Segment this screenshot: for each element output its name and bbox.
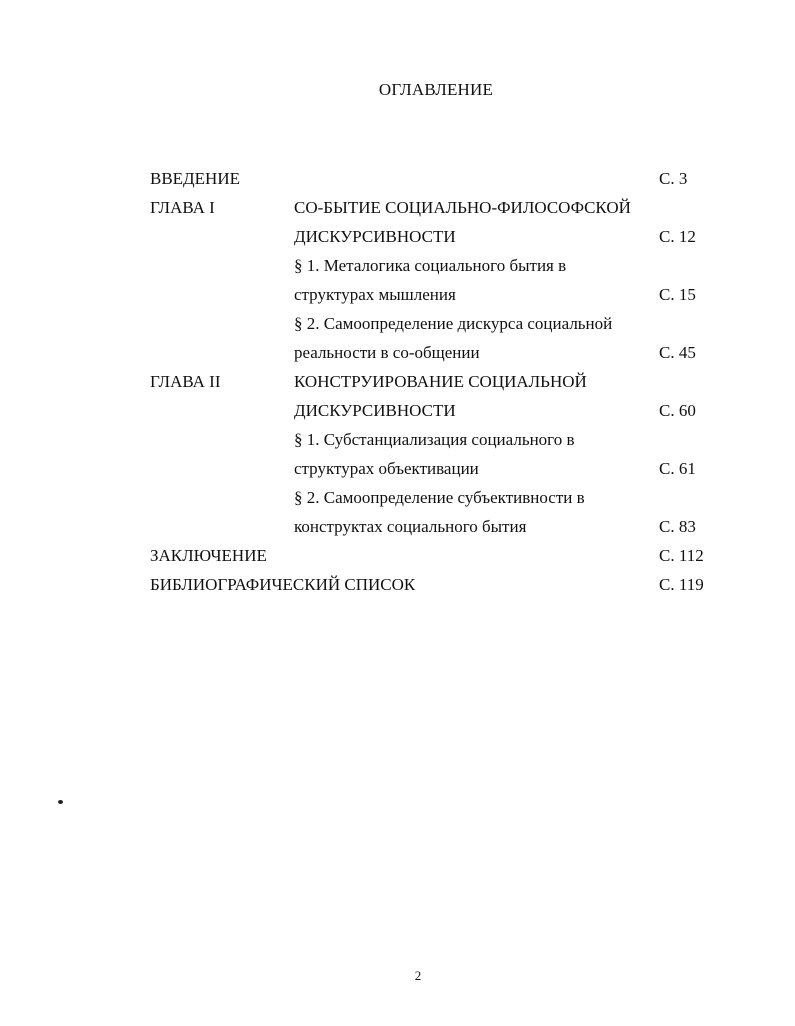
toc-row <box>150 454 720 483</box>
toc-page-ref: С. 112 <box>659 546 704 565</box>
toc-row <box>150 396 720 425</box>
toc-entry-title: структурах мышления <box>294 285 456 304</box>
toc-entry-title: СО-БЫТИЕ СОЦИАЛЬНО-ФИЛОСОФСКОЙ <box>294 198 631 217</box>
toc-page-ref: С. 3 <box>659 169 688 188</box>
toc-row <box>150 222 720 251</box>
toc-page-ref: С. 83 <box>659 517 696 536</box>
toc-row <box>150 425 720 454</box>
toc-row <box>150 251 720 280</box>
toc-page-ref: С. 60 <box>659 401 696 420</box>
toc-row <box>150 164 720 193</box>
toc-entry-title: ДИСКУРСИВНОСТИ <box>294 401 456 420</box>
toc-entry-title: § 2. Самоопределение субъективности в <box>294 488 585 507</box>
toc-row <box>150 512 720 541</box>
toc-page-ref: С. 45 <box>659 343 696 362</box>
toc-entry-title: реальности в со-общении <box>294 343 480 362</box>
toc-section-label: ГЛАВА I <box>150 198 215 217</box>
toc-page-ref: С. 15 <box>659 285 696 304</box>
toc-section-label: БИБЛИОГРАФИЧЕСКИЙ СПИСОК <box>150 575 416 594</box>
toc-entry-title: структурах объективации <box>294 459 479 478</box>
toc-entry-title: § 2. Самоопределение дискурса социальной <box>294 314 613 333</box>
toc-entry-title: § 1. Субстанциализация социального в <box>294 430 575 449</box>
page-title: ОГЛАВЛЕНИЕ <box>378 80 494 99</box>
toc-row <box>150 193 720 222</box>
toc-row <box>150 483 720 512</box>
toc-entry-title: ДИСКУРСИВНОСТИ <box>294 227 456 246</box>
toc-entry-title: КОНСТРУИРОВАНИЕ СОЦИАЛЬНОЙ <box>294 372 587 391</box>
toc-row <box>150 280 720 309</box>
toc-row <box>150 570 720 599</box>
toc-page-ref: С. 119 <box>659 575 704 594</box>
scan-speck <box>58 800 63 804</box>
toc-section-label: ГЛАВА II <box>150 372 221 391</box>
table-of-contents <box>150 164 720 599</box>
toc-row <box>150 309 720 338</box>
toc-section-label: ЗАКЛЮЧЕНИЕ <box>150 546 267 565</box>
toc-row <box>150 541 720 570</box>
toc-row <box>150 367 720 396</box>
toc-page-ref: С. 61 <box>659 459 696 478</box>
toc-entry-title: § 1. Металогика социального бытия в <box>294 256 567 275</box>
page-number: 2 <box>414 968 422 983</box>
toc-page-ref: С. 12 <box>659 227 696 246</box>
toc-entry-title: конструктах социального бытия <box>294 517 527 536</box>
toc-section-label: ВВЕДЕНИЕ <box>150 169 240 188</box>
toc-row <box>150 338 720 367</box>
